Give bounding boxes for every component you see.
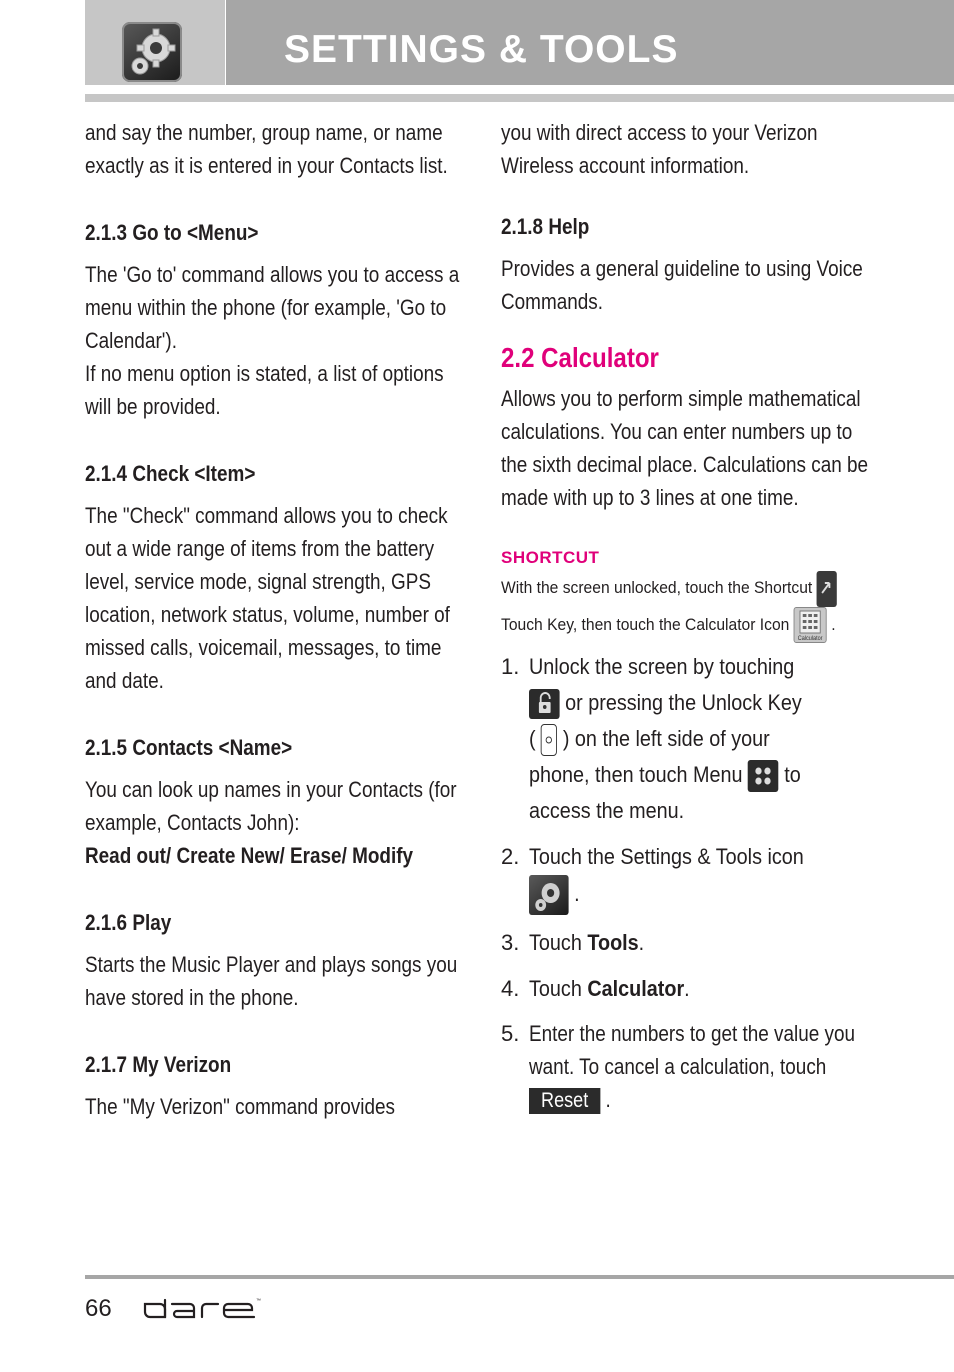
step-bold-text: Calculator [587,976,685,1002]
paragraph-text: The "My Verizon" command provides [85,1094,395,1119]
step-text: Enter the numbers to get the value you want. To cancel a calculation, touch [529,1021,856,1080]
intro-paragraph [85,116,465,182]
continued-paragraph [501,116,881,182]
section-heading-2-1-5 [85,733,465,763]
footer-divider [85,1275,954,1279]
paragraph-2-1-7 [85,1090,465,1123]
step-2 [501,839,881,915]
paragraph-text: The "Check" command allows you to check out a wide range of items from the battery level, service mode, signal strength, GPS location, network status, volume, number of missed calls, voicemail, messages, to time and date. [85,503,450,693]
step-3 [501,925,881,961]
step-number: 1. [501,654,520,680]
paragraph-2-2 [501,382,881,514]
step-text: phone, then touch Menu [529,762,743,788]
paragraph-2-1-3 [85,258,465,423]
paragraph-2-1-5 [85,773,465,872]
menu-icon [748,760,779,792]
paragraph-2-1-8 [501,252,881,318]
heading-text: 2.1.4 Check <Item> [85,461,256,486]
heading-text: 2.1.6 Play [85,910,172,935]
step-text: Touch [529,976,588,1002]
heading-text: 2.1.7 My Verizon [85,1052,232,1077]
step-text: to [784,762,801,788]
step-bold-text: Tools [587,930,639,956]
step-number: 4. [501,976,520,1002]
step-text: ) on the left side of your [562,726,770,752]
shortcut-touch-key-icon [817,571,837,607]
section-heading-2-1-6 [85,908,465,938]
step-1 [501,649,881,829]
left-column [85,114,465,1123]
page-title: SETTINGS & TOOLS [284,28,679,71]
step-number: 3. [501,930,520,956]
shortcut-label: SHORTCUT [501,548,600,567]
section-heading-2-1-4 [85,459,465,489]
section-heading-2-1-8 [501,212,881,242]
step-text: Touch the Settings & Tools icon [529,844,804,870]
paragraph-2-1-6 [85,948,465,1014]
shortcut-period: . [831,614,836,634]
reset-button[interactable]: Reset [529,1088,600,1114]
step-5 [501,1017,881,1116]
step-4 [501,971,881,1007]
step-text: ( [529,726,536,752]
step-text: . [605,1087,611,1113]
intro-text: and say the number, group name, or name exactly as it is entered in your Contacts list. [85,120,448,178]
step-text: . [684,976,690,1002]
paragraph-text: you with direct access to your Verizon Wireless account information. [501,120,818,178]
heading-text: 2.2 Calculator [501,342,659,373]
shortcut-line-1: With the screen unlocked, touch the Shortcut [501,578,813,597]
step-text: . [574,880,580,906]
heading-text: 2.1.5 Contacts <Name> [85,735,293,760]
paragraph-2-1-4 [85,499,465,697]
steps-list [501,649,881,1116]
step-text: Unlock the screen by touching [529,654,795,680]
step-number: 5. [501,1021,520,1047]
heading-text: 2.1.8 Help [501,214,590,239]
shortcut-line-2: Touch Key, then touch the Calculator Icon [501,614,790,634]
calculator-icon-label: Calculator [797,635,823,643]
trademark-symbol: ™ [256,1298,261,1304]
paragraph-text: Allows you to perform simple mathematical calculations. You can enter numbers up to the sixth decimal place. Calculations can be made with up to 3 lines at one time. [501,386,869,510]
bold-options-text: Read out/ Create New/ Erase/ Modify [85,843,414,868]
unlock-icon [529,689,560,719]
step-number: 2. [501,844,520,870]
page-number: 66 [85,1295,112,1322]
section-heading-2-2 [501,340,881,376]
step-text: Touch [529,930,588,956]
paragraph-text: You can look up names in your Contacts (for example, Contacts John): [85,777,457,835]
step-text: . [638,930,645,956]
unlock-key-icon [541,724,557,756]
paragraph-text: The 'Go to' command allows you to access a menu within the phone (for example, 'Go to Calendar'). [85,262,460,353]
shortcut-instructions [501,570,881,643]
heading-text: 2.1.3 Go to <Menu> [85,220,259,245]
step-text: access the menu. [529,798,685,824]
dare-logo [142,1296,262,1327]
settings-gear-icon [122,22,182,82]
paragraph-text: Provides a general guideline to using Voice Commands. [501,256,863,314]
right-column [501,114,881,1116]
settings-tools-icon [529,875,569,915]
section-heading-2-1-7 [85,1050,465,1080]
paragraph-text: If no menu option is stated, a list of options will be provided. [85,361,444,419]
step-text: or pressing the Unlock Key [565,690,802,716]
paragraph-text: Starts the Music Player and plays songs you have stored in the phone. [85,952,458,1010]
section-heading-2-1-3 [85,218,465,248]
calculator-icon [794,607,827,643]
header-divider [85,94,954,102]
